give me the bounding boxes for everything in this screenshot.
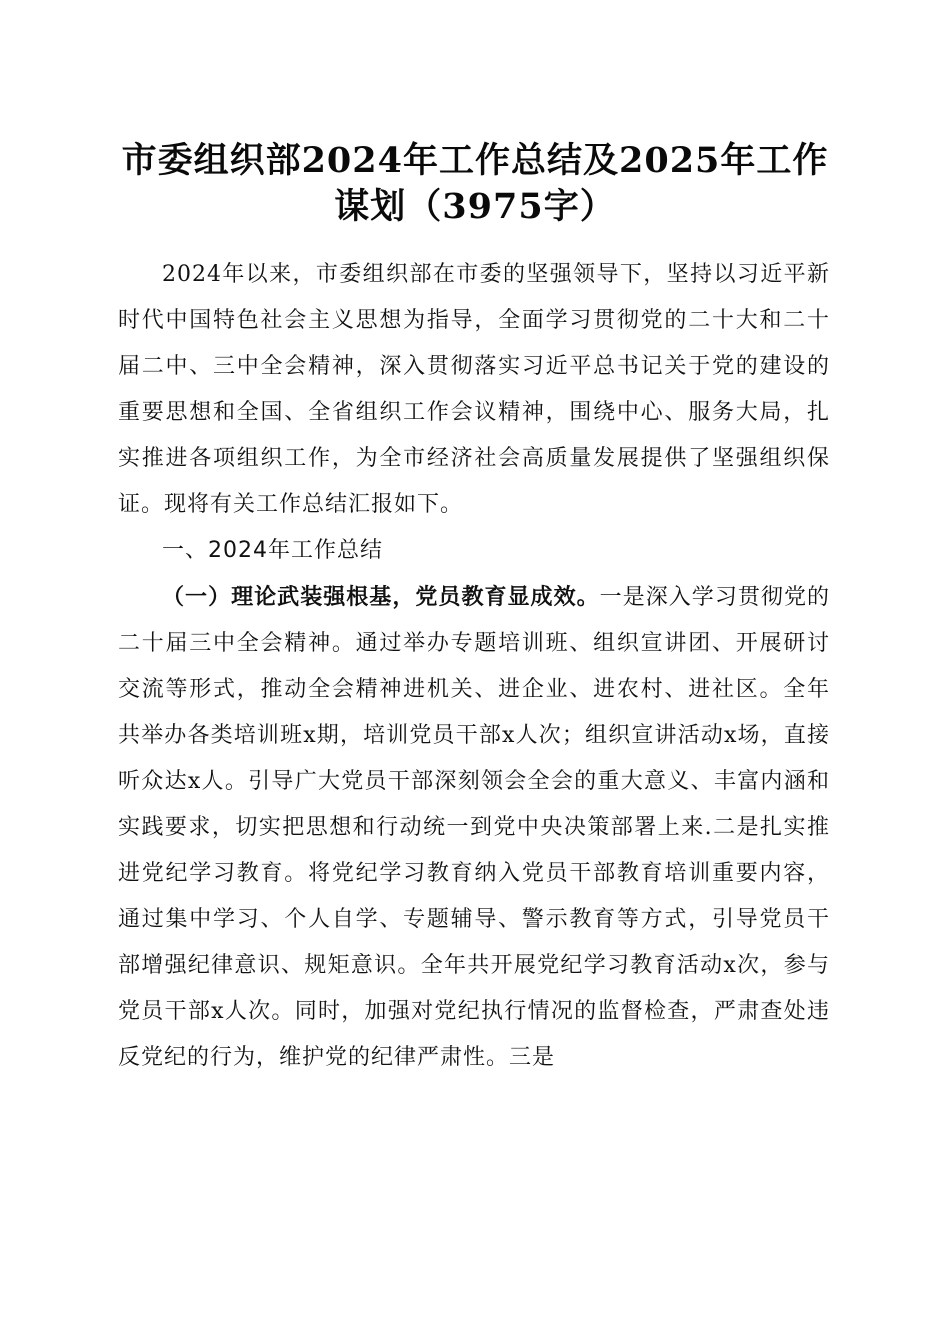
section-heading: 一、2024年工作总结 [162, 538, 383, 563]
document-body [118, 252, 830, 1081]
document-title: 市委组织部2024年工作总结及2025年工作谋划（3975字） [121, 140, 829, 227]
subsection-heading: （一）理论武装强根基，党员教育显成效。 [162, 584, 600, 610]
intro-paragraph: 2024年以来，市委组织部在市委的坚强领导下，坚持以习近平新时代中国特色社会主义思想为指导，全面学习贯彻党的二十大和二十届二中、三中全会精神，深入贯彻落实习近平总书记关于党的建设的重要思想和全国、全省组织工作会议精神，围绕中心、服务大局，扎实推进各项组织工作，为全市经济社会高质量发展提供了坚强组织保证。现将有关工作总结汇报如下。 [118, 262, 830, 517]
subsection-body: 一是深入学习贯彻党的二十届三中全会精神。通过举办专题培训班、组织宣讲团、开展研讨交流等形式，推动全会精神进机关、进企业、进农村、进社区。全年共举办各类培训班x期，培训党员干部x人次；组织宣讲活动x场，直接听众达x人。引导广大党员干部深刻领会全会的重大意义、丰富内涵和实践要求，切实把思想和行动统一到党中央决策部署上来.二是扎实推进党纪学习教育。将党纪学习教育纳入党员干部教育培训重要内容，通过集中学习、个人自学、专题辅导、警示教育等方式，引导党员干部增强纪律意识、规矩意识。全年共开展党纪学习教育活动x次，参与党员干部x人次。同时，加强对党纪执行情况的监督检查，严肃查处违反党纪的行为，维护党的纪律严肃性。三是 [118, 585, 830, 1070]
subsection-paragraph [118, 574, 830, 1081]
